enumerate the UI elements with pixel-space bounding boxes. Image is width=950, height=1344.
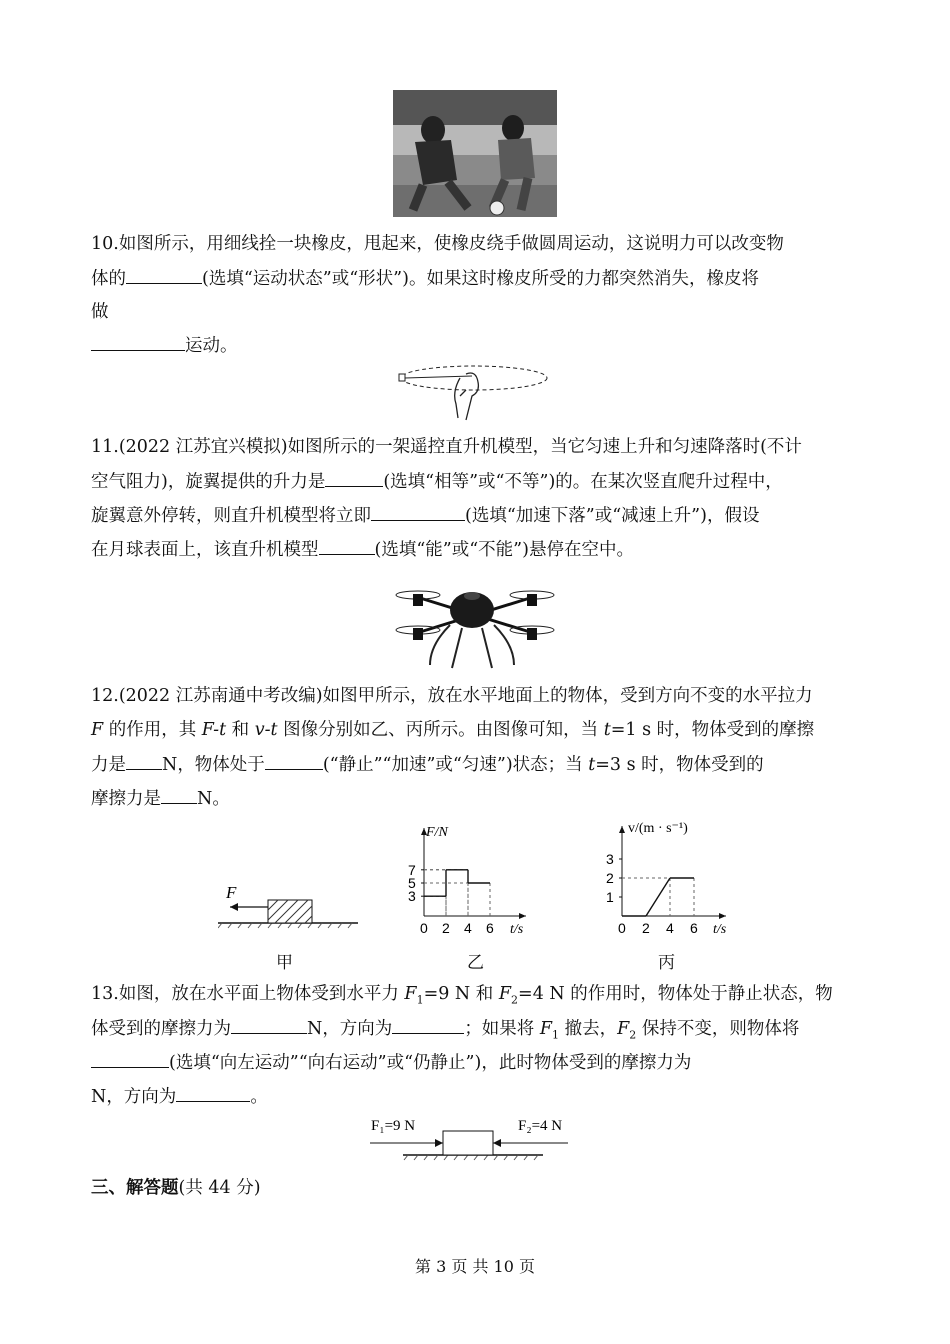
- f1-label: F₁=9 N: [371, 1118, 416, 1134]
- ft-ylabel: F/N: [426, 825, 448, 840]
- vt-xlabel: t/s: [713, 922, 727, 937]
- x-tick-label: 0: [420, 920, 428, 936]
- football-photo: [393, 90, 557, 217]
- q13-blank2[interactable]: [392, 1016, 464, 1034]
- y-tick-label: 2: [606, 870, 614, 886]
- page-footer: 第 3 页 共 10 页: [415, 1257, 535, 1276]
- x-axis-arrow: [719, 913, 726, 919]
- y-tick-label: 3: [606, 851, 614, 867]
- q13-line4: N，方向为 。: [91, 1084, 268, 1109]
- fig-jia-label: 甲: [276, 953, 293, 973]
- q10-line3: 做: [91, 302, 109, 322]
- fig-jia-block: [218, 880, 358, 930]
- q13-line1: 13.如图，放在水平面上物体受到水平力 $F_1=9$ N 和 $F_2=4$ N 的作用时，物体处于静止状态，物: [91, 984, 833, 1007]
- eraser-circle-figure: [396, 360, 554, 422]
- q11-line1: 11.(2022 江苏宜兴模拟)如图所示的一架遥控直升机模型，当它匀速上升和匀速降落时(不计: [91, 437, 802, 457]
- q11-blank1[interactable]: [325, 469, 383, 487]
- x-tick-label: 6: [486, 920, 494, 936]
- q10-line1: 10.如图所示，用细线拴一块橡皮，甩起来，使橡皮绕手做圆周运动，这说明力可以改变物: [91, 234, 784, 254]
- ft-xlabel: t/s: [510, 922, 524, 937]
- y-tick-label: 3: [408, 888, 416, 905]
- q13-line3: (选填“向左运动”“向右运动”或“仍静止”)，此时物体受到的摩擦力为: [91, 1050, 691, 1075]
- q13-blank4[interactable]: [176, 1084, 250, 1102]
- q13-blank3[interactable]: [91, 1050, 169, 1068]
- q13-line2: 体受到的摩擦力为 N，方向为 ；如果将 $F_1$ 撤去，$F_2$ 保持不变，则物体将: [91, 1016, 799, 1048]
- f2-label: F₂=4 N: [518, 1118, 563, 1134]
- q13-blank1[interactable]: [231, 1016, 307, 1034]
- x-tick-label: 2: [442, 920, 450, 936]
- q11-line2: 空气阻力)，旋翼提供的升力是 (选填“相等”或“不等”)的。在某次竖直爬升过程中，: [91, 469, 783, 494]
- y-axis-arrow: [619, 826, 625, 833]
- section-heading: 三、解答题(共 44 分): [91, 1178, 261, 1198]
- q13-force-figure: [368, 1112, 578, 1164]
- x-axis-arrow: [519, 913, 526, 919]
- vt-ylabel: v/(m · s⁻¹): [628, 821, 688, 836]
- q12-blank1[interactable]: [126, 752, 162, 770]
- q12-blank3[interactable]: [161, 786, 197, 804]
- q12-line2: F 的作用，其 F-t 和 v-t 图像分别如乙、丙所示。由图像可知，当 t=1 s 时，物体受到的摩擦: [91, 720, 815, 740]
- force-label: F: [226, 883, 237, 902]
- fig-bing-label: 丙: [658, 953, 675, 973]
- x-tick-label: 4: [666, 920, 674, 936]
- fig-yi-label: 乙: [467, 953, 484, 973]
- q11-line3: 旋翼意外停转，则直升机模型将立即 (选填“加速下落”或“减速上升”)，假设: [91, 503, 759, 528]
- q10-line4: 运动。: [91, 333, 238, 358]
- q10-line2: 体的 (选填“运动状态”或“形状”)。如果这时橡皮所受的力都突然消失，橡皮将: [91, 266, 759, 291]
- q12-blank2[interactable]: [265, 752, 323, 770]
- drone-figure: [390, 570, 560, 670]
- y-tick-label: 5: [408, 875, 416, 891]
- y-tick-label: 7: [408, 861, 416, 878]
- q12-line4: 摩擦力是 N。: [91, 786, 230, 811]
- q10-blank1[interactable]: [126, 266, 202, 284]
- q12-line1: 12.(2022 江苏南通中考改编)如图甲所示，放在水平地面上的物体，受到方向不变的水平拉力: [91, 686, 813, 706]
- x-tick-label: 4: [464, 920, 472, 936]
- series-segment: [646, 878, 670, 916]
- x-tick-label: 6: [690, 920, 698, 936]
- q11-blank2[interactable]: [371, 503, 465, 521]
- x-tick-label: 2: [642, 920, 650, 936]
- q11-blank3[interactable]: [319, 537, 375, 555]
- q12-line3: 力是 N，物体处于 (“静止”“加速”或“匀速”)状态；当 t=3 s 时，物体受到的: [91, 752, 764, 777]
- vt-chart: [598, 816, 743, 940]
- x-tick-label: 0: [618, 920, 626, 936]
- q11-line4: 在月球表面上，该直升机模型 (选填“能”或“不能”)悬停在空中。: [91, 537, 634, 562]
- ft-chart: [400, 820, 535, 940]
- y-tick-label: 1: [606, 889, 614, 905]
- q10-blank2[interactable]: [91, 333, 185, 351]
